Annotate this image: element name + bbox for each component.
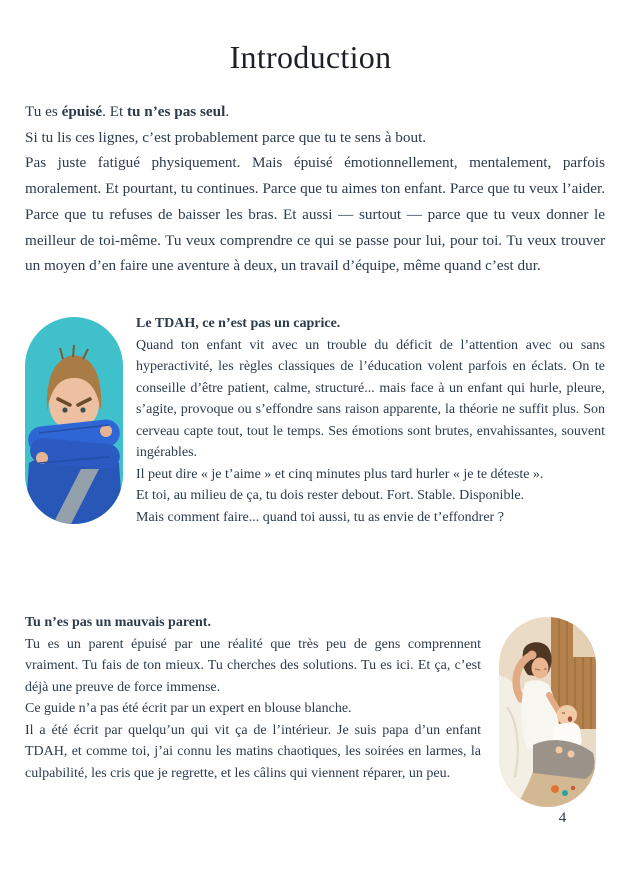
baby-foot	[568, 751, 575, 758]
parent-heading: Tu n’es pas un mauvais parent.	[25, 615, 211, 630]
parent-paragraph-2: Il a été écrit par quelqu’un qui vit ça de l’intérieur. Je suis papa d’un enfant TDAH, et comme toi, j’ai connu les matins chaotiques, les soirées en larmes, la culpabilité, les cris que je regrette, et les câlins qui viennent réparer, un peu.	[25, 722, 481, 781]
intro-section	[25, 99, 605, 279]
parent-text-column	[25, 612, 481, 807]
tired-mother-photo	[499, 617, 596, 807]
tired-mother-illustration	[499, 617, 596, 807]
page-title: Introduction	[229, 39, 392, 76]
page-number: 4	[558, 810, 567, 826]
tdah-line-question: Mais comment faire... quand toi aussi, tu as envie de t’effondrer ?	[136, 509, 504, 525]
tdah-line-standing: Et toi, au milieu de ça, tu dois rester debout. Fort. Stable. Disponible.	[136, 488, 525, 503]
tdah-paragraph: Quand ton enfant vit avec un trouble du déficit de l’attention avec ou sans hyperactivité, les règles classiques de l’éducation volent parfois en éclats. On te conseille d’être patient, calme, structuré... mais face à un enfant qui hurle, pleure, s’agite, provoque ou s’effondre sans raison apparente, la théorie ne suffit plus. Son cerveau capte tout, tout le temps. Ses émotions sont brutes, envahissantes, souvent ingérables.	[136, 337, 605, 460]
parent-section	[25, 612, 596, 807]
parent-paragraph-1: Tu es un parent épuisé par une réalité que très peu de gens comprennent vraiment. Tu fais de ton mieux. Tu cherches des solutions. Tu es ici. Et ça, c’est déjà une preuve de force immense.	[25, 636, 481, 695]
angry-child-illustration	[25, 317, 123, 524]
tdah-section	[25, 313, 605, 528]
tdah-text-column	[136, 313, 605, 528]
intro-paragraph: Pas juste fatigué physiquement. Mais épuisé émotionnellement, mentalement, parfois moralement. Et pourtant, tu continues. Parce que tu aimes ton enfant. Parce que tu veux l’aider. Parce que tu refuses de baisser les bras. Et aussi — surtout — parce que tu veux donner le meilleur de toi-même. Tu veux comprendre ce qui se passe pour lui, pour toi. Tu veux trouver un moyen d’en faire une aventure à deux, un travail d’équipe, même quand c’est dur.	[25, 154, 605, 275]
tdah-line-quote: Il peut dire « je t’aime » et cinq minutes plus tard hurler « je te déteste ».	[136, 466, 544, 482]
intro-line-2: Si tu lis ces lignes, c’est probablement parce que tu te sens à bout.	[25, 128, 427, 146]
angry-child-photo	[25, 317, 123, 524]
parent-line-guide: Ce guide n’a pas été écrit par un expert en blouse blanche.	[25, 701, 352, 716]
baby-foot	[556, 747, 563, 754]
tdah-heading: Le TDAH, ce n’est pas un caprice.	[136, 316, 341, 331]
intro-line-1: Tu es épuisé. Et tu n’es pas seul.	[25, 103, 230, 120]
